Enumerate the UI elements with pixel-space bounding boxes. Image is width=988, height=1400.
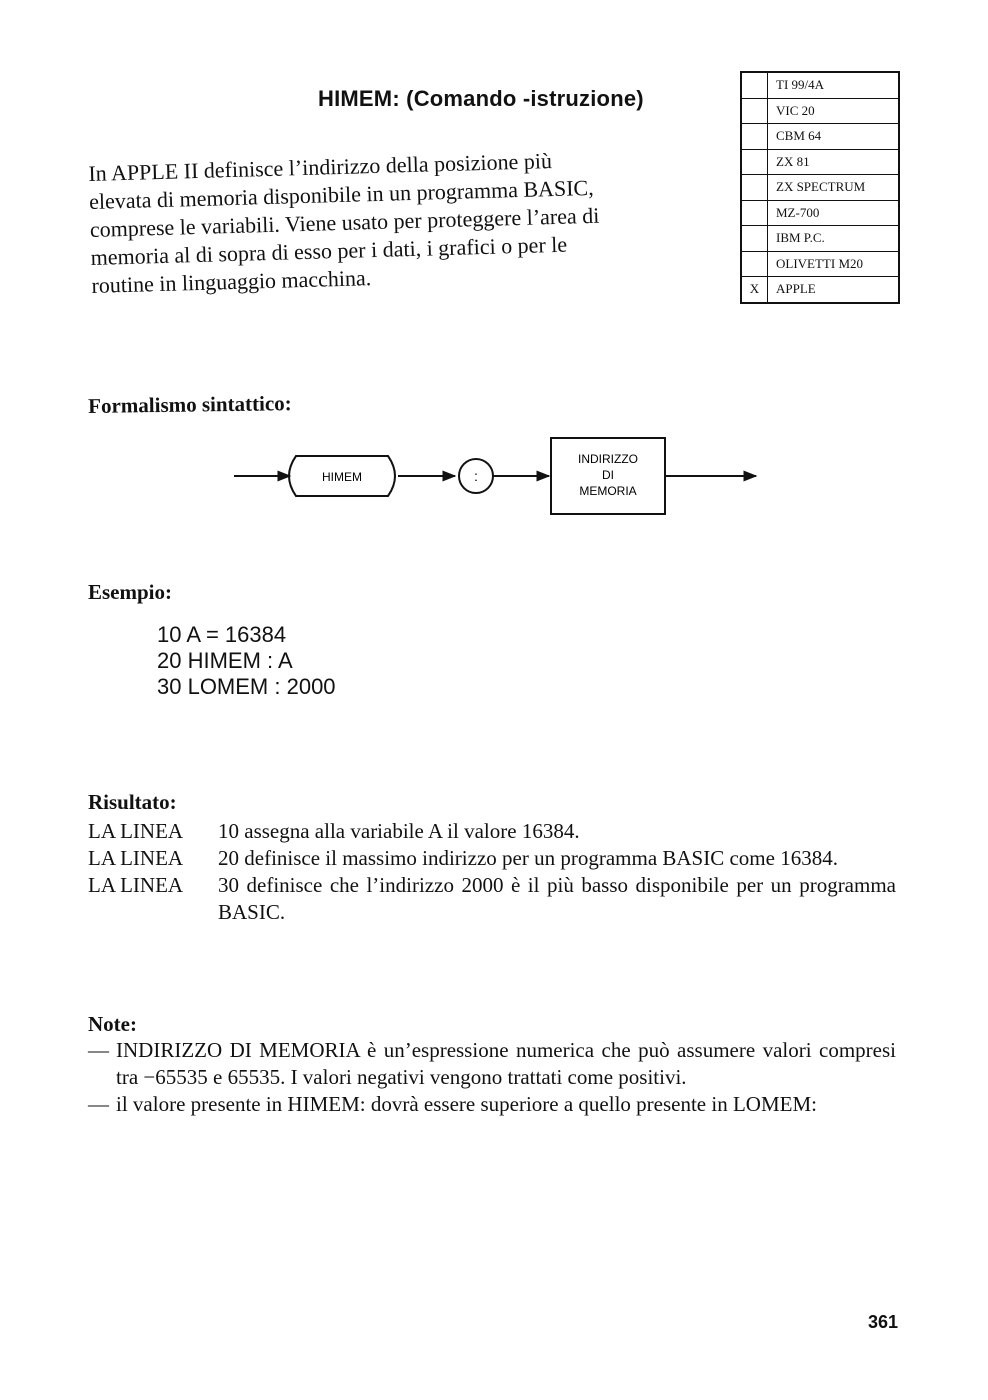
compat-computer: TI 99/4A bbox=[768, 72, 900, 98]
result-text: 10 assegna alla variabile A il valore 16384. bbox=[218, 819, 580, 843]
compat-mark bbox=[741, 98, 768, 124]
intro-paragraph bbox=[88, 144, 657, 300]
compat-mark bbox=[741, 226, 768, 252]
result-label: LA LINEA bbox=[88, 846, 184, 870]
parameter-line: INDIRIZZO bbox=[578, 452, 638, 466]
compat-mark bbox=[741, 200, 768, 226]
result-label: LA LINEA bbox=[88, 819, 184, 843]
parameter-line: MEMORIA bbox=[579, 484, 637, 498]
compat-computer: MZ-700 bbox=[768, 200, 900, 226]
compat-computer: CBM 64 bbox=[768, 124, 900, 150]
compat-mark bbox=[741, 175, 768, 201]
compat-computer: ZX SPECTRUM bbox=[768, 175, 900, 201]
note-item bbox=[88, 1037, 896, 1091]
compat-mark bbox=[741, 149, 768, 175]
intro-line: routine in linguaggio macchina. bbox=[91, 265, 372, 298]
intro-line: memoria al di sopra di esso per i dati, i grafici o per le bbox=[90, 231, 568, 270]
note-dash: — bbox=[88, 1092, 109, 1116]
table-row bbox=[741, 98, 899, 124]
intro-line: comprese le variabili. Viene usato per proteggere l’area di bbox=[89, 202, 600, 242]
compat-mark bbox=[741, 72, 768, 98]
syntax-heading: Formalismo sintattico: bbox=[88, 391, 292, 418]
parameter-line: DI bbox=[602, 468, 614, 482]
note-text: il valore presente in HIMEM: dovrà essere superiore a quello presente in LOMEM: bbox=[116, 1092, 817, 1116]
compat-mark: X bbox=[741, 277, 768, 303]
code-listing bbox=[157, 622, 336, 700]
result-list bbox=[88, 818, 896, 926]
compat-computer: VIC 20 bbox=[768, 98, 900, 124]
result-heading: Risultato: bbox=[88, 790, 177, 814]
table-row bbox=[741, 175, 899, 201]
compat-computer: OLIVETTI M20 bbox=[768, 251, 900, 277]
code-line: 30 LOMEM : 2000 bbox=[157, 674, 336, 699]
result-text: 30 definisce che l’indirizzo 2000 è il più basso disponibile per un programma BASIC. bbox=[218, 873, 896, 924]
table-row bbox=[741, 149, 899, 175]
table-row bbox=[741, 72, 899, 98]
notes-heading: Note: bbox=[88, 1012, 137, 1036]
separator-text: : bbox=[474, 468, 478, 484]
note-item bbox=[88, 1091, 896, 1118]
example-heading: Esempio: bbox=[88, 580, 172, 604]
compat-computer: APPLE bbox=[768, 277, 900, 303]
page-title: HIMEM: (Comando -istruzione) bbox=[318, 86, 644, 111]
note-text: INDIRIZZO DI MEMORIA è un’espressione numerica che può assumere valori compresi tra −65535 e 65535. I valori negativi vengono trattati come positivi. bbox=[116, 1038, 896, 1089]
code-line: 20 HIMEM : A bbox=[157, 648, 293, 673]
page-number: 361 bbox=[868, 1312, 899, 1332]
compat-mark bbox=[741, 124, 768, 150]
result-row bbox=[88, 845, 896, 872]
table-row bbox=[741, 251, 899, 277]
intro-line: elevata di memoria disponibile in un programma BASIC, bbox=[88, 174, 594, 214]
compatibility-table bbox=[740, 71, 900, 304]
keyword-text: HIMEM bbox=[322, 470, 362, 484]
intro-line: In APPLE II definisce l’indirizzo della posizione più bbox=[88, 148, 553, 186]
notes-list bbox=[88, 1037, 896, 1118]
compat-mark bbox=[741, 251, 768, 277]
result-text: 20 definisce il massimo indirizzo per un programma BASIC come 16384. bbox=[218, 846, 838, 870]
table-row bbox=[741, 200, 899, 226]
compat-computer: ZX 81 bbox=[768, 149, 900, 175]
code-line: 10 A = 16384 bbox=[157, 622, 287, 647]
result-row bbox=[88, 818, 896, 845]
table-row bbox=[741, 277, 899, 303]
syntax-diagram bbox=[230, 430, 770, 525]
compat-computer: IBM P.C. bbox=[768, 226, 900, 252]
result-row bbox=[88, 872, 896, 926]
table-row bbox=[741, 226, 899, 252]
table-row bbox=[741, 124, 899, 150]
result-label: LA LINEA bbox=[88, 873, 184, 897]
note-dash: — bbox=[88, 1038, 109, 1062]
